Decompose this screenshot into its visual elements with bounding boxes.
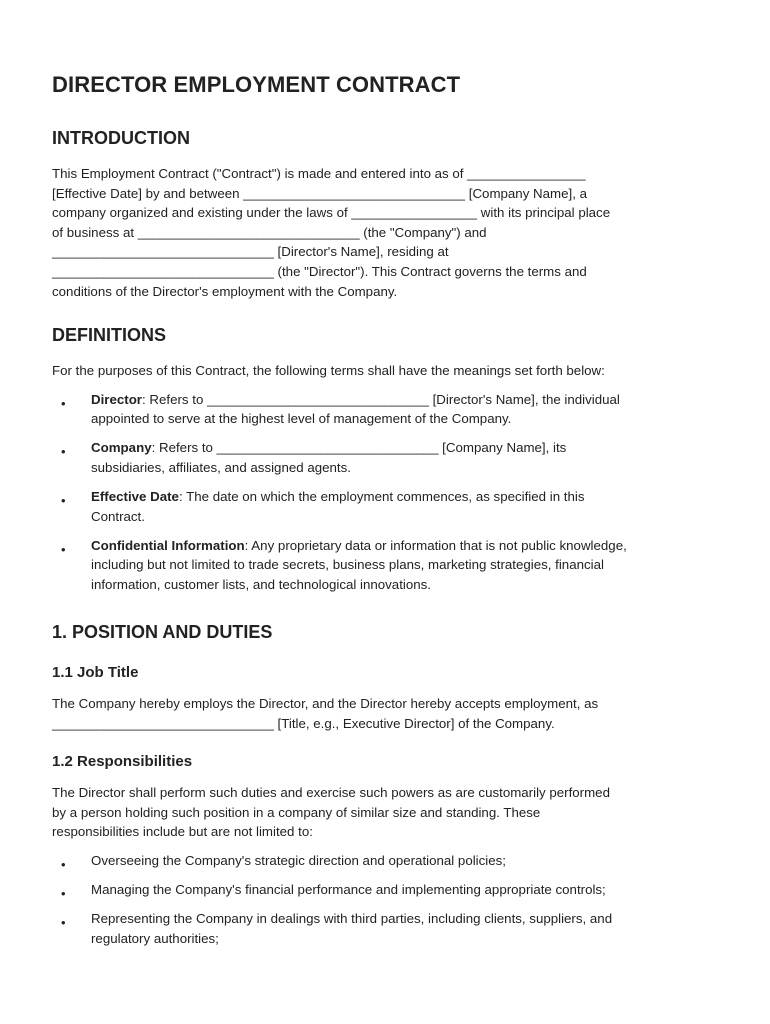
responsibilities-paragraph xyxy=(52,783,718,842)
responsibility-text: Overseeing the Company's strategic direction and operational policies; xyxy=(91,853,506,869)
responsibility-text: Managing the Company's financial performance and implementing appropriate controls; xyxy=(91,882,606,898)
definition-item-effective-date xyxy=(52,487,718,526)
spacer xyxy=(52,301,718,323)
position-duties-heading: 1. POSITION AND DUTIES xyxy=(52,622,273,643)
bullet-icon: • xyxy=(61,493,66,509)
responsibility-text: Representing the Company in dealings with third parties, including clients, suppliers, and xyxy=(91,911,613,927)
bullet-icon: • xyxy=(61,915,66,931)
introduction-line: This Employment Contract ("Contract") is made and entered into as of ________________ xyxy=(52,166,586,181)
spacer xyxy=(52,733,718,751)
definitions-list xyxy=(52,390,718,595)
responsibilities-list xyxy=(52,851,718,948)
introduction-line: [Effective Date] by and between ______________________________ [Company Name], a xyxy=(52,185,587,201)
introduction-paragraph xyxy=(52,164,718,301)
definition-term: Director xyxy=(91,391,142,407)
definition-term: Effective Date xyxy=(91,489,179,505)
responsibilities-heading: 1.2 Responsibilities xyxy=(52,753,193,771)
introduction-line: ______________________________ (the "Director"). This Contract governs the terms and xyxy=(52,263,587,279)
introduction-line: conditions of the Director's employment with the Company. xyxy=(52,283,398,299)
bullet-icon: • xyxy=(61,541,66,557)
definition-text: subsidiaries, affiliates, and assigned agents. xyxy=(91,460,351,476)
definition-item-confidential-information xyxy=(52,536,718,595)
responsibility-item xyxy=(52,880,718,900)
definition-item-company xyxy=(52,438,718,477)
definition-text: appointed to serve at the highest level of management of the Company. xyxy=(91,411,512,427)
definitions-intro: For the purposes of this Contract, the following terms shall have the meanings set forth below: xyxy=(52,363,605,379)
job-title-line: The Company hereby employs the Director, and the Director hereby accepts employment, as xyxy=(52,696,599,712)
introduction-line: company organized and existing under the laws of _________________ with its principal place xyxy=(52,205,611,221)
definition-text: : Any proprietary data or information that is not public knowledge, xyxy=(244,537,627,553)
definition-text: including but not limited to trade secrets, business plans, marketing strategies, financial xyxy=(91,557,604,573)
definition-text: : Refers to ______________________________ [Director's Name], the individual xyxy=(142,391,620,407)
introduction-line: of business at ______________________________ (the "Company") and xyxy=(52,224,487,240)
definition-text: : The date on which the employment commences, as specified in this xyxy=(178,489,585,505)
responsibilities-line: The Director shall perform such duties and exercise such powers as are customarily performed xyxy=(52,785,610,801)
definition-text: information, customer lists, and technological innovations. xyxy=(91,577,431,592)
responsibilities-line: by a person holding such position in a company of similar size and standing. These xyxy=(52,804,541,820)
introduction-line: ______________________________ [Director's Name], residing at xyxy=(52,244,449,260)
job-title-heading: 1.1 Job Title xyxy=(52,664,139,682)
definition-term: Confidential Information xyxy=(91,537,245,553)
responsibility-text: regulatory authorities; xyxy=(91,930,219,946)
bullet-icon: • xyxy=(61,395,66,411)
introduction-heading: INTRODUCTION xyxy=(52,128,190,148)
bullet-icon: • xyxy=(61,886,66,902)
job-title-line: ______________________________ [Title, e.g., Executive Director] of the Company. xyxy=(52,715,555,731)
responsibility-item xyxy=(52,851,718,871)
bullet-icon: • xyxy=(61,857,66,873)
bullet-icon: • xyxy=(61,444,66,460)
responsibility-item xyxy=(52,909,718,948)
definitions-heading: DEFINITIONS xyxy=(52,325,167,346)
document-title: DIRECTOR EMPLOYMENT CONTRACT xyxy=(52,72,461,97)
job-title-paragraph xyxy=(52,694,718,733)
responsibilities-line: responsibilities include but are not limited to: xyxy=(52,824,313,840)
definition-text: : Refers to ______________________________ [Company Name], its xyxy=(151,440,567,456)
definition-text: Contract. xyxy=(91,508,145,524)
spacer xyxy=(52,604,718,620)
definition-term: Company xyxy=(91,440,152,456)
definition-item-director xyxy=(52,390,718,429)
